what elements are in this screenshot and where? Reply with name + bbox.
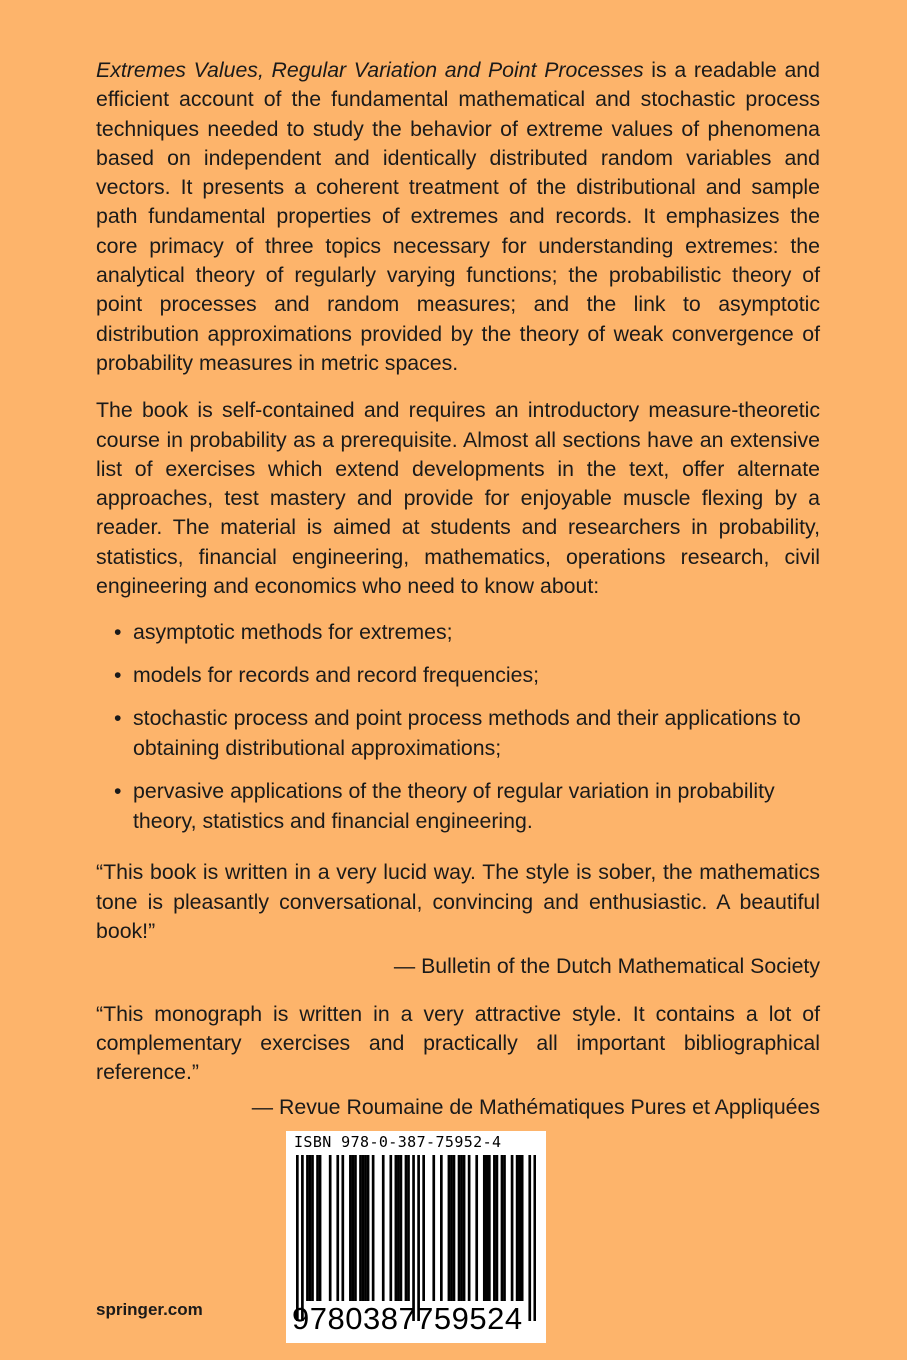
topics-list [96,617,820,836]
barcode-bar [518,1155,521,1301]
barcode-bar [400,1155,403,1301]
publisher-website: springer.com [96,1300,203,1319]
barcode-bar [528,1155,531,1321]
barcode-bar [301,1155,304,1321]
barcode-bar [521,1155,524,1301]
barcode-bar [382,1155,385,1301]
barcode-bar [458,1155,461,1301]
barcode-bar [359,1155,362,1301]
bullet-icon: • [114,706,122,731]
book-title: Extremes Values, Regular Variation and Point Processes [96,58,644,82]
review-quote [96,858,820,981]
barcode-bar [336,1155,339,1301]
barcode-bar [440,1155,443,1301]
barcode-bar [533,1155,536,1321]
barcode-bar [354,1155,357,1301]
barcode-bar [329,1155,332,1301]
barcode-bar [372,1155,375,1301]
barcode-bar [316,1155,319,1301]
list-item: • models for records and record frequencies; [96,660,820,690]
barcode-bar [475,1155,478,1301]
barcode-bar [448,1155,451,1301]
barcode-bar [341,1155,344,1301]
barcode-bar [501,1155,504,1301]
description-paragraph-2: The book is self-contained and requires an introductory measure-theoretic course in probability as a prerequisite. Almost all sections have an extensive list of exercises which extend developments in the text, offer alternate approaches, test mastery and provide for enjoyable muscle flexing by a reader. The material is aimed at students and researchers in probability, statistics, financial engineering, mathematics, operations research, civil engineering and economics who need to know about: [96,398,820,599]
barcode-bar [407,1155,410,1301]
barcode-bar [422,1155,425,1301]
review-quote-text: “This book is written in a very lucid way. The style is sober, the mathematics tone is pleasantly conversational, convincing and enthusiastic. A beautiful book!” [96,860,820,943]
description-paragraph-1-text: is a readable and efficient account of the fundamental mathematical and stochastic process techniques needed to study the behavior of extreme values of phenomena based on independent and identically distributed random variables and vectors. It presents a coherent treatment of the distributional and sample path fundamental properties of extremes and records. It emphasizes the core primacy of three topics necessary for understanding extremes: the analytical theory of regularly varying functions; the probabilistic theory of point processes and random measures; and the link to asymptotic distribution approximations provided by the theory of weak convergence of probability measures in metric spaces. [96,58,820,375]
barcode-bar [485,1155,488,1301]
barcode-bar [319,1155,322,1301]
list-item: • asymptotic methods for extremes; [96,617,820,647]
barcode-bar [493,1155,496,1301]
barcode-bar [367,1155,370,1301]
barcode-bar [483,1155,486,1301]
bullet-icon: • [114,620,122,645]
barcode-bar [349,1155,352,1301]
barcode-bar [395,1155,398,1301]
barcode-bar [468,1155,471,1301]
barcode-bar [463,1155,466,1301]
list-item: • pervasive applications of the theory of regular variation in probability theory, statistics and financial engineering. [96,776,820,836]
barcode-bar [460,1155,463,1301]
barcode-bar [296,1155,299,1321]
barcode-bar [516,1155,519,1301]
review-quote [96,1000,820,1123]
description-paragraph-1 [96,56,820,378]
barcode-bar [352,1155,355,1301]
isbn-label: ISBN 978-0-387-75952-4 [294,1133,502,1151]
ean-digits: 9780387759524 [292,1301,523,1336]
barcode-bar [364,1155,367,1301]
back-cover-text [96,56,820,1123]
barcode-bar [432,1155,435,1301]
barcode-bar [309,1155,312,1301]
barcode-bar [450,1155,453,1301]
barcode-bar [511,1155,514,1301]
review-quote-text: “This monograph is written in a very attractive style. It contains a lot of complementary exercises and practically all important bibliographical reference.” [96,1001,820,1085]
barcode-bar [306,1155,309,1301]
barcode-bar [412,1155,415,1321]
barcode-bar [488,1155,491,1301]
barcode-bar [405,1155,408,1301]
barcode-bar [496,1155,499,1301]
isbn-barcode [286,1131,546,1343]
barcode-bar [417,1155,420,1321]
bullet-icon: • [114,663,122,688]
barcode-bar [389,1155,392,1301]
review-quote-source: — Revue Roumaine de Mathématiques Pures et Appliquées [251,1095,820,1120]
barcode-bar [503,1155,506,1301]
bullet-icon: • [114,779,122,804]
list-item: • stochastic process and point process methods and their applications to obtaining distributional approximations; [96,703,820,763]
barcode-bar [311,1155,314,1301]
barcode-bar [453,1155,456,1301]
barcode-bar [397,1155,400,1301]
barcode-bar [362,1155,365,1301]
review-quote-source: — Bulletin of the Dutch Mathematical Society [393,954,820,979]
